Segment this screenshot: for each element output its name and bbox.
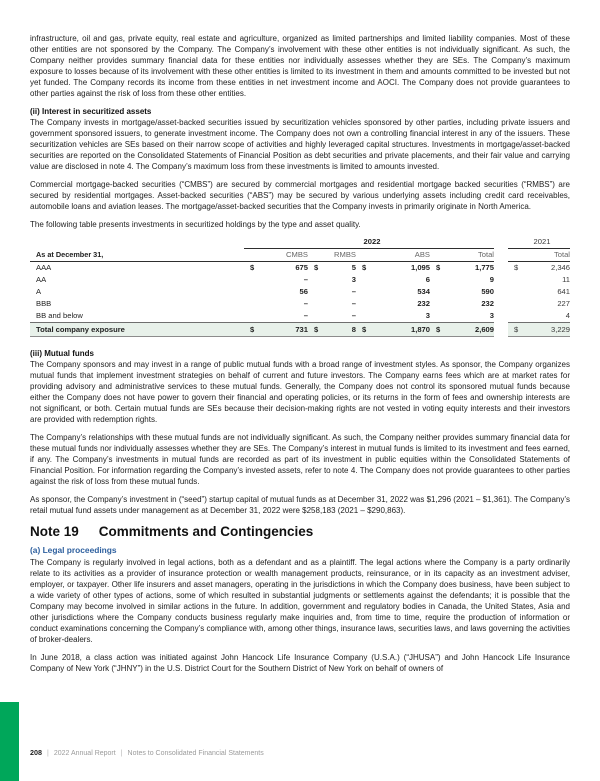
cell-abs: 6 [425, 275, 430, 284]
cell-abs: 534 [417, 287, 430, 296]
row-label: A [36, 287, 42, 296]
footer-report-title: 2022 Annual Report [53, 750, 116, 757]
note-number: Note 19 [30, 524, 79, 539]
mutual-funds-paragraph-1: The Company sponsors and may invest in a range of public mutual funds with a broad range of investment styles. As sponsor, the Company organizes mutual funds that implement investment strategies on behalf of current and future investors. The Company earns fees which are at market rates for providing advisory and administrative services to these mutual funds. Generally, the Company does not control its sponsored mutual funds because either the Company does not have power to govern their financial and operating policies, or its returns in the form of fees and ownership interests are not significant, or both. Certain mutual funds are SEs because their decision-making rights are not vested in voting equity interests and their investors are provided with redemption rights. [30, 360, 570, 424]
cell-cmbs: – [303, 275, 308, 284]
securitized-holdings-table [30, 235, 570, 337]
column-gap [494, 322, 508, 337]
row-label: BB and below [36, 311, 83, 320]
column-gap [494, 235, 508, 248]
cell-total-2021: 11 [562, 275, 570, 284]
cell-cmbs: 56 [299, 287, 308, 296]
cell-total-2022: 3 [489, 311, 494, 320]
mutual-funds-paragraph-3: As sponsor, the Company’s investment in (“seed”) startup capital of mutual funds as at December 31, 2022 was $1,296 (2021 – $1,361). The Company’s retail mutual fund assets under management as at December 31, 2022 were $258,183 (2021 – $290,863). [30, 495, 570, 515]
column-gap [494, 310, 508, 323]
table-row-bbb [30, 298, 570, 310]
cell-rmbs: 3 [351, 275, 356, 284]
cell-abs: 232 [417, 299, 430, 308]
cell-total-2021: 227 [557, 299, 570, 308]
dollar-sign: $ [362, 263, 367, 272]
cell-total-2021: $ 3,229 [508, 322, 570, 337]
mutual-funds-heading: (iii) Mutual funds [30, 349, 94, 358]
dollar-sign: $ [250, 263, 255, 272]
cell-rmbs: $ 5 [314, 263, 356, 272]
cell-total-2022: $ 1,775 [436, 263, 494, 272]
cell-rmbs: – [351, 299, 356, 308]
table-row-bb-and-below [30, 310, 570, 323]
dollar-sign: $ [250, 324, 255, 334]
col-header-rmbs: RMBS [308, 248, 356, 261]
dollar-sign: $ [314, 324, 319, 334]
year-2022-label: 2022 [244, 235, 494, 248]
cell-rmbs: $ 8 [308, 322, 356, 337]
total-row-label: Total company exposure [30, 322, 244, 337]
cell-abs: $ 1,095 [362, 263, 430, 272]
securitized-assets-heading: (ii) Interest in securitized assets [30, 107, 152, 116]
cell-cmbs: $ 731 [244, 322, 308, 337]
table-intro-paragraph: The following table presents investments in securitized holdings by the type and asset quality. [30, 220, 361, 229]
column-gap [494, 286, 508, 298]
cell-rmbs: – [351, 311, 356, 320]
row-label: AA [36, 275, 47, 284]
row-label-header: As at December 31, [30, 248, 244, 261]
securitized-paragraph-1: The Company invests in mortgage/asset-backed securities issued by securitization vehicles sponsored by other parties, including private issuers and government sponsored issuers, to generate investment income. The Company does not own a controlling financial interest in any of the issuers. These securitization vehicles are SEs based on their narrow scope of activities and highly leveraged capital structures. Investments in mortgage/asset-backed securities are reported on the Consolidated Statements of Financial Position as debt securities and private placements, and their fair value and carrying value are disclosed in note 4. The Company’s maximum loss from these investments is limited to amounts invested. [30, 118, 570, 171]
page-footer [30, 748, 264, 757]
cell-cmbs: $ 675 [250, 263, 308, 272]
cell-abs: $ 1,870 [356, 322, 430, 337]
dollar-sign: $ [362, 324, 367, 334]
legal-paragraph-1: The Company is regularly involved in legal actions, both as a defendant and as a plaintiff. The legal actions where the Company is a party ordinarily relate to its activities as a provider of insurance protection or wealth management products, reinsurance, or in its capacity as an investment adviser, employer, or taxpayer. Other life insurers and asset managers, operating in the jurisdictions in which the Company does business, have been subject to a wide variety of other types of actions, some of which resulted in substantial judgments or settlements against the defendants; it is possible that the Company may become involved in similar actions in the future. In addition, government and regulatory bodies in Canada, the United States, Asia and other jurisdictions where the Company conducts business regularly make inquiries and, from time to time, require the production of information or conduct examinations concerning the Company’s compliance with, among other things, insurance laws, securities laws, and laws governing the activities of broker-dealers. [30, 558, 570, 644]
cell-total-2022: 9 [489, 275, 494, 284]
column-gap [494, 274, 508, 286]
securitized-paragraph-2: Commercial mortgage-backed securities (“CMBS”) are secured by commercial mortgages and residential mortgage backed securities (“RMBS”) are secured by residential mortgages. Asset-backed securities (“ABS”) may be secured by various underlying assets including credit card receivables, automobile loans and aviation leases. The mortgage/asset-backed securities that the Company invests in primarily originate in North America. [30, 180, 570, 211]
page-edge-accent-bar [0, 702, 19, 781]
column-gap [494, 248, 508, 261]
cell-abs: 3 [425, 311, 430, 320]
table-header-row [30, 248, 570, 261]
table-total-row [30, 322, 570, 337]
footer-separator: | [120, 750, 123, 757]
intro-paragraph: infrastructure, oil and gas, private equity, real estate and agriculture, organized as limited partnerships and limited liability companies. Most of these other entities are not sponsored by the Company. The Company’s involvement with these other entities is not individually significant. As such, the Company neither provides summary financial data for these entities nor individually assesses whether they are SEs. The Company’s maximum exposure to losses because of its involvement with these other entities is limited to its investment in them and amounts committed to be invested but not yet funded. The Company records its income from these entities in net investment income and AOCI. The Company does not provide guarantees to other parties against the risk of loss from these other entities. [30, 34, 570, 98]
note-title: Commitments and Contingencies [98, 524, 314, 539]
cell-rmbs: – [351, 287, 356, 296]
note-19-heading [30, 523, 570, 540]
cell-total-2021: 641 [557, 287, 570, 296]
year-2021-label: 2021 [508, 235, 570, 248]
dollar-sign: $ [436, 324, 441, 334]
cell-total-2022: 232 [481, 299, 494, 308]
page-number: 208 [30, 748, 42, 757]
table-year-row [30, 235, 570, 248]
cell-total-2021: $ 2,346 [514, 263, 570, 272]
footer-section-title: Notes to Consolidated Financial Statements [127, 750, 264, 757]
legal-proceedings-heading: (a) Legal proceedings [30, 545, 117, 555]
table-row-aaa [30, 261, 570, 274]
footer-separator: | [47, 750, 49, 757]
dollar-sign: $ [314, 263, 319, 272]
mutual-funds-paragraph-2: The Company’s relationships with these mutual funds are not individually significant. As such, the Company neither provides summary financial data for these mutual funds nor individually assesses whether they are SEs. The Company’s interest in mutual funds is limited to its investment and fees earned, if any. The Company’s investments in mutual funds are recorded as part of its investment in public equities within the Consolidated Statements of Financial Position. For information regarding the Company’s invested assets, refer to note 4. The Company does not provide guarantees to other parties against the risk of loss from these mutual funds. [30, 433, 570, 486]
dollar-sign: $ [514, 324, 519, 334]
dollar-sign: $ [436, 263, 441, 272]
table-row-aa [30, 274, 570, 286]
year-row-spacer [30, 235, 244, 248]
row-label: BBB [36, 299, 52, 308]
page-content [30, 33, 570, 681]
cell-total-2021: 4 [565, 311, 570, 320]
cell-cmbs: – [303, 299, 308, 308]
legal-paragraph-2: In June 2018, a class action was initiated against John Hancock Life Insurance Company (U.S.A.) (“JHUSA”) and John Hancock Life Insurance Company of New York (“JHNY”) in the U.S. District Court for the Southern District of New York on behalf of owners of [30, 653, 570, 673]
table-row-a [30, 286, 570, 298]
col-header-total-2021: Total [508, 248, 570, 261]
column-gap [494, 261, 508, 274]
col-header-total-2022: Total [430, 248, 494, 261]
col-header-cmbs: CMBS [244, 248, 308, 261]
cell-total-2022: 590 [481, 287, 494, 296]
cell-total-2022: $ 2,609 [430, 322, 494, 337]
dollar-sign: $ [514, 263, 519, 272]
column-gap [494, 298, 508, 310]
row-label: AAA [36, 263, 52, 272]
col-header-abs: ABS [356, 248, 430, 261]
cell-cmbs: – [303, 311, 308, 320]
